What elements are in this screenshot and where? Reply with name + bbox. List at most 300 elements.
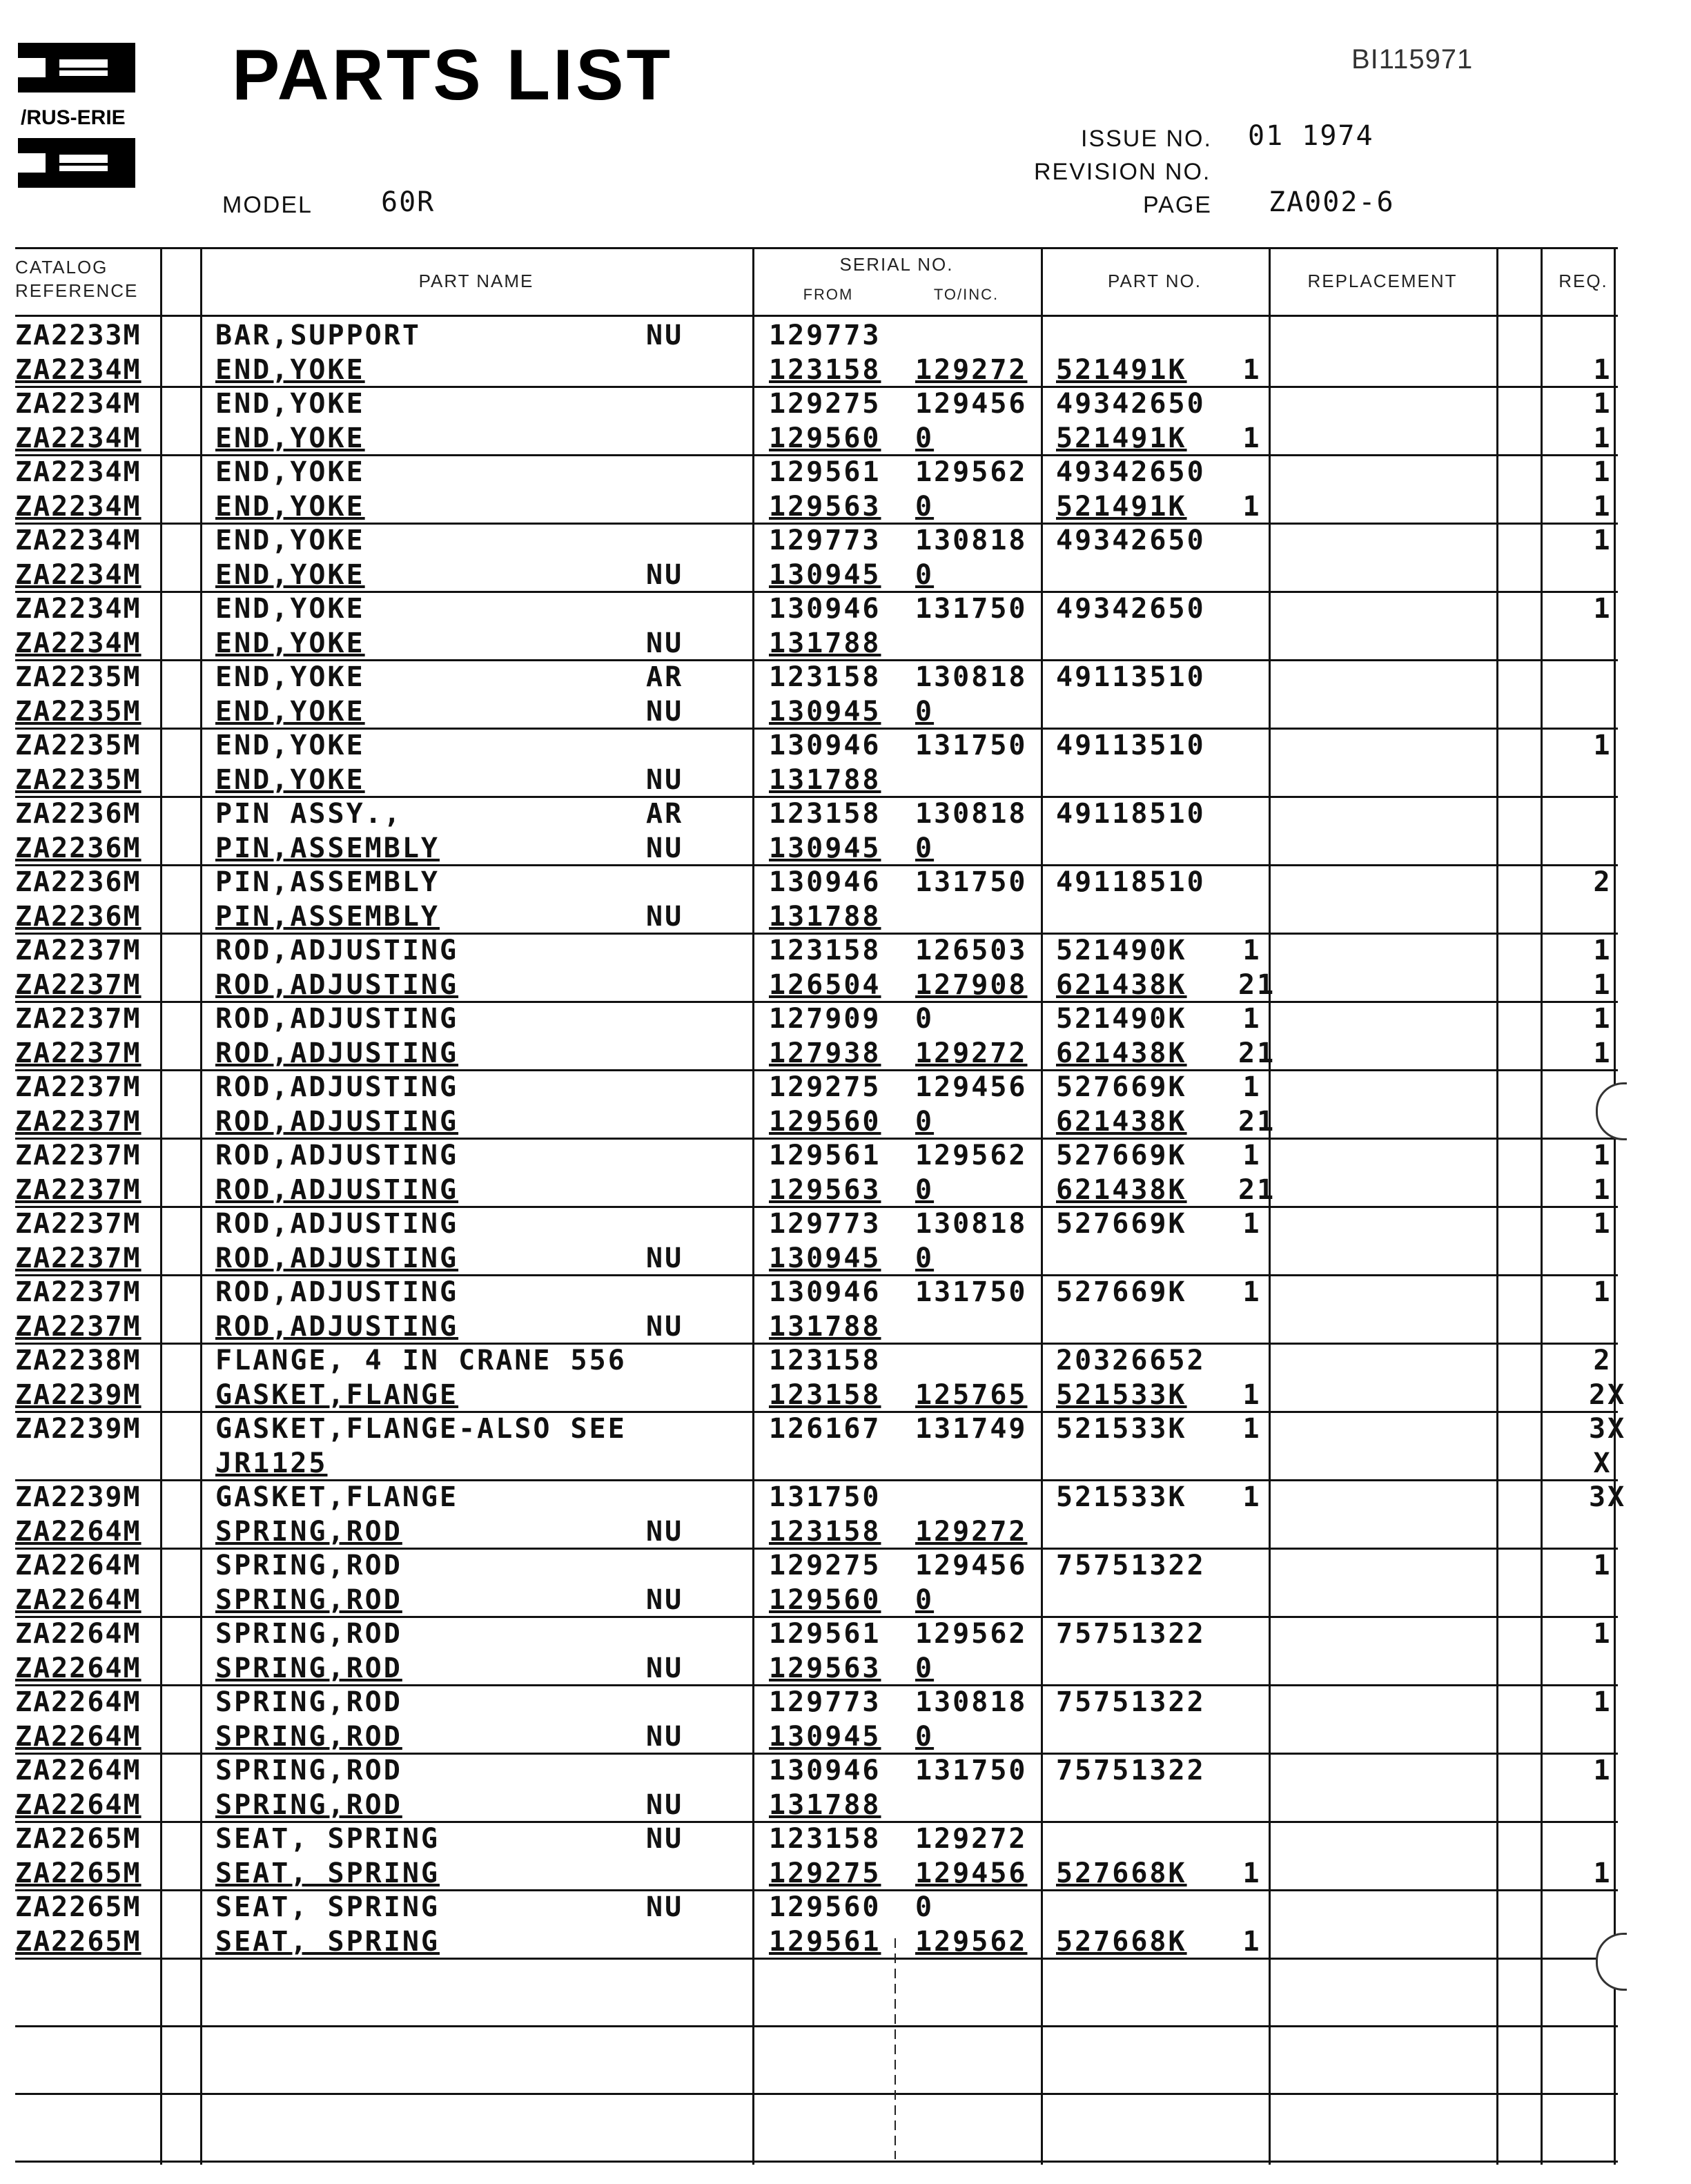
status-code-cell: NU	[646, 1515, 684, 1548]
serial-to-cell: 0	[915, 832, 935, 864]
part-name-cell: END,YOKE	[215, 627, 365, 659]
part-name-cell: ROD,ADJUSTING	[215, 1276, 459, 1308]
table-row	[0, 1071, 1622, 1104]
bucyrus-erie-logo	[18, 43, 142, 195]
required-qty-cell: 1	[1593, 1003, 1612, 1035]
catalog-ref-cell: ZA2237M	[15, 1140, 141, 1171]
serial-to-cell: 129562	[915, 1925, 1028, 1958]
table-row	[0, 1276, 1622, 1309]
table-row	[0, 1139, 1622, 1173]
serial-from-cell: 126504	[769, 968, 881, 1001]
serial-from-cell: 129560	[769, 1583, 881, 1616]
serial-from-cell: 123158	[769, 798, 881, 830]
serial-to-cell: 129562	[915, 1618, 1028, 1650]
table-row	[0, 934, 1622, 968]
part-name-cell: ROD,ADJUSTING	[215, 935, 459, 966]
part-number-cell: 521490K	[1056, 1003, 1187, 1035]
row-group-rule	[15, 1069, 1618, 1071]
catalog-ref-cell: ZA2264M	[15, 1652, 141, 1684]
serial-from-cell: 127909	[769, 1003, 881, 1035]
col-header-serial: SERIAL NO.	[839, 254, 954, 275]
quantity-code-cell: 1	[1242, 1003, 1262, 1035]
serial-from-cell: 131788	[769, 627, 881, 659]
part-name-cell: SPRING,ROD	[215, 1788, 402, 1821]
table-row	[0, 1378, 1627, 1412]
part-name-cell: SPRING,ROD	[215, 1720, 402, 1753]
serial-from-cell: 129561	[769, 1925, 881, 1958]
serial-from-cell: 129560	[769, 422, 881, 454]
catalog-ref-cell: ZA2236M	[15, 900, 141, 933]
svg-text:/RUS-ERIE: /RUS-ERIE	[21, 106, 126, 129]
catalog-ref-cell: ZA2236M	[15, 798, 141, 830]
part-name-cell: END,YOKE	[215, 763, 365, 796]
table-row	[0, 1173, 1622, 1207]
table-top-rule	[15, 247, 1618, 249]
status-code-cell: NU	[646, 1583, 684, 1616]
part-name-cell: END,YOKE	[215, 593, 365, 625]
part-number-cell: 527669K	[1056, 1071, 1187, 1103]
part-number-cell: 75751322	[1056, 1755, 1206, 1786]
table-row	[0, 1754, 1622, 1788]
part-name-cell: PIN ASSY.,	[215, 798, 402, 830]
row-group-rule	[15, 1001, 1618, 1003]
page-title: PARTS LIST	[232, 35, 673, 115]
catalog-ref-cell: ZA2264M	[15, 1515, 141, 1548]
status-code-cell: NU	[646, 627, 684, 659]
required-qty-cell: 1	[1593, 935, 1612, 966]
serial-from-cell: 129563	[769, 1173, 881, 1206]
table-row	[0, 729, 1622, 763]
catalog-ref-cell: ZA2236M	[15, 866, 141, 898]
required-qty-cell: 1	[1593, 490, 1612, 523]
required-qty-cell: 1	[1593, 1208, 1612, 1240]
catalog-ref-cell: ZA2235M	[15, 730, 141, 761]
required-qty-cell: 1	[1593, 1173, 1612, 1206]
status-code-cell: NU	[646, 1242, 684, 1274]
table-row	[0, 866, 1622, 899]
serial-to-cell: 130818	[915, 525, 1028, 556]
catalog-ref-cell: ZA2265M	[15, 1891, 141, 1923]
catalog-ref-cell: ZA2234M	[15, 593, 141, 625]
catalog-ref-cell: ZA2264M	[15, 1720, 141, 1753]
part-number-cell: 621438K	[1056, 1105, 1187, 1138]
empty-row-rule	[15, 2025, 1618, 2027]
part-name-cell: ROD,ADJUSTING	[215, 1071, 459, 1103]
serial-to-cell: 0	[915, 1891, 935, 1923]
part-name-cell: GASKET,FLANGE	[215, 1378, 459, 1411]
part-number-cell: 527669K	[1056, 1140, 1187, 1171]
col-header-to: TO/INC.	[933, 286, 999, 303]
status-code-cell: AR	[646, 661, 684, 693]
quantity-code-cell: 1	[1242, 1857, 1262, 1889]
page-label: PAGE	[1143, 192, 1212, 218]
part-name-cell: ROD,ADJUSTING	[215, 1208, 459, 1240]
serial-to-cell: 129272	[915, 1515, 1028, 1548]
catalog-ref-cell: ZA2264M	[15, 1583, 141, 1616]
table-row	[0, 1105, 1622, 1139]
serial-to-cell: 131749	[915, 1413, 1028, 1445]
quantity-code-cell: 21	[1238, 1105, 1276, 1138]
serial-from-cell: 123158	[769, 1515, 881, 1548]
serial-from-cell: 130946	[769, 1276, 881, 1308]
table-row	[0, 1891, 1622, 1924]
row-group-rule	[15, 1616, 1618, 1618]
serial-to-cell: 129562	[915, 1140, 1028, 1171]
serial-from-cell: 129561	[769, 456, 881, 488]
required-qty-cell: 1	[1593, 593, 1612, 625]
required-qty-cell: 1	[1593, 422, 1612, 454]
part-name-cell: END,YOKE	[215, 730, 365, 761]
part-number-cell: 521490K	[1056, 935, 1187, 966]
table-row	[0, 968, 1622, 1002]
required-qty-cell: 1	[1593, 730, 1612, 761]
status-code-cell: NU	[646, 558, 684, 591]
part-number-cell: 621438K	[1056, 968, 1187, 1001]
status-code-cell: NU	[646, 832, 684, 864]
status-code-cell: NU	[646, 1823, 684, 1855]
part-name-cell: JR1125	[215, 1447, 328, 1479]
part-number-cell: 49342650	[1056, 456, 1206, 488]
catalog-ref-cell: ZA2237M	[15, 1037, 141, 1069]
quantity-code-cell: 1	[1242, 1413, 1262, 1445]
table-row	[0, 1037, 1622, 1071]
catalog-ref-cell: ZA2265M	[15, 1823, 141, 1855]
table-row	[0, 1583, 1622, 1617]
table-row	[0, 1242, 1622, 1276]
table-row	[0, 1207, 1622, 1241]
row-group-rule	[15, 1821, 1618, 1823]
part-name-cell: BAR,SUPPORT	[215, 320, 421, 351]
serial-from-cell: 130946	[769, 593, 881, 625]
part-name-cell: END,YOKE	[215, 525, 365, 556]
part-name-cell: SEAT, SPRING	[215, 1925, 440, 1958]
serial-to-cell: 0	[915, 1583, 935, 1616]
table-row	[0, 1822, 1622, 1856]
table-row	[0, 1344, 1622, 1378]
serial-to-cell: 0	[915, 695, 935, 728]
table-row	[0, 1549, 1622, 1583]
part-number-cell: 49113510	[1056, 730, 1206, 761]
quantity-code-cell: 1	[1242, 1140, 1262, 1171]
catalog-ref-cell: ZA2237M	[15, 1071, 141, 1103]
row-group-rule	[15, 1684, 1618, 1686]
catalog-ref-cell: ZA2234M	[15, 353, 141, 386]
quantity-code-cell: 1	[1242, 422, 1262, 454]
serial-to-cell: 0	[915, 1173, 935, 1206]
status-code-cell: NU	[646, 1310, 684, 1343]
status-code-cell: NU	[646, 1891, 684, 1923]
empty-row-rule	[15, 2161, 1618, 2163]
catalog-ref-cell: ZA2234M	[15, 388, 141, 420]
serial-from-cell: 123158	[769, 353, 881, 386]
required-qty-cell: 1	[1593, 1755, 1612, 1786]
part-name-cell: PIN,ASSEMBLY	[215, 900, 440, 933]
col-header-replacement: REPLACEMENT	[1307, 271, 1458, 291]
quantity-code-cell: 1	[1242, 1378, 1262, 1411]
part-name-cell: PIN,ASSEMBLY	[215, 832, 440, 864]
part-name-cell: END,YOKE	[215, 388, 365, 420]
part-name-cell: END,YOKE	[215, 490, 365, 523]
required-qty-cell: X	[1593, 1447, 1612, 1479]
row-group-rule	[15, 386, 1618, 388]
serial-to-cell: 129272	[915, 353, 1028, 386]
part-number-cell: 527668K	[1056, 1925, 1187, 1958]
serial-from-cell: 123158	[769, 1823, 881, 1855]
table-row	[0, 1925, 1622, 1959]
serial-to-cell: 125765	[915, 1378, 1028, 1411]
part-number-cell: 621438K	[1056, 1173, 1187, 1206]
part-number-cell: 49118510	[1056, 866, 1206, 898]
serial-to-cell: 0	[915, 1003, 935, 1035]
required-qty-cell: 1	[1593, 1550, 1612, 1581]
row-group-rule	[15, 1274, 1618, 1276]
status-code-cell: NU	[646, 1788, 684, 1821]
catalog-ref-cell: ZA2239M	[15, 1413, 141, 1445]
serial-to-cell: 0	[915, 1242, 935, 1274]
status-code-cell: NU	[646, 763, 684, 796]
catalog-ref-cell: ZA2237M	[15, 935, 141, 966]
required-qty-cell: 1	[1593, 968, 1612, 1001]
table-row	[0, 627, 1622, 661]
serial-to-cell: 131750	[915, 866, 1028, 898]
required-qty-cell: 1	[1593, 1857, 1612, 1889]
row-group-rule	[15, 864, 1618, 866]
serial-from-cell: 123158	[769, 1345, 881, 1376]
part-number-cell: 49342650	[1056, 525, 1206, 556]
issue-value: 01 1974	[1248, 120, 1374, 152]
serial-from-cell: 129561	[769, 1618, 881, 1650]
col-header-part-no: PART NO.	[1108, 271, 1202, 291]
catalog-ref-cell: ZA2264M	[15, 1618, 141, 1650]
part-number-cell: 20326652	[1056, 1345, 1206, 1376]
serial-from-cell: 130945	[769, 832, 881, 864]
catalog-ref-cell: ZA2264M	[15, 1686, 141, 1718]
serial-to-cell: 0	[915, 1105, 935, 1138]
quantity-code-cell: 1	[1242, 1208, 1262, 1240]
serial-from-cell: 129275	[769, 1857, 881, 1889]
part-number-cell: 49113510	[1056, 661, 1206, 693]
required-qty-cell: 2	[1593, 866, 1612, 898]
required-qty-cell: 2	[1593, 1345, 1612, 1376]
serial-from-cell: 131788	[769, 900, 881, 933]
serial-from-cell: 129773	[769, 320, 881, 351]
issue-label: ISSUE NO.	[1081, 126, 1212, 152]
part-name-cell: ROD,ADJUSTING	[215, 1310, 459, 1343]
part-name-cell: ROD,ADJUSTING	[215, 1037, 459, 1069]
table-row	[0, 558, 1622, 592]
quantity-code-cell: 1	[1242, 490, 1262, 523]
part-name-cell: GASKET,FLANGE-ALSO SEE	[215, 1413, 627, 1445]
parts-table	[0, 247, 1627, 2165]
part-name-cell: END,YOKE	[215, 661, 365, 693]
part-name-cell: ROD,ADJUSTING	[215, 968, 459, 1001]
part-name-cell: END,YOKE	[215, 456, 365, 488]
part-name-cell: SPRING,ROD	[215, 1618, 402, 1650]
quantity-code-cell: 1	[1242, 353, 1262, 386]
col-header-catalog: CATALOG REFERENCE	[15, 257, 139, 301]
serial-from-cell: 131788	[769, 763, 881, 796]
serial-to-cell: 0	[915, 1652, 935, 1684]
serial-from-cell: 131750	[769, 1481, 881, 1513]
part-name-cell: END,YOKE	[215, 558, 365, 591]
empty-row-rule	[15, 2093, 1618, 2095]
required-qty-cell: 3X	[1589, 1413, 1627, 1445]
serial-to-cell: 130818	[915, 798, 1028, 830]
row-group-rule	[15, 1138, 1618, 1140]
table-row	[0, 797, 1622, 831]
serial-from-cell: 130945	[769, 1242, 881, 1274]
col-header-from: FROM	[803, 286, 854, 303]
catalog-ref-cell: ZA2235M	[15, 661, 141, 693]
part-name-cell: SEAT, SPRING	[215, 1891, 440, 1923]
serial-from-cell: 129560	[769, 1105, 881, 1138]
revision-label: REVISION NO.	[1034, 159, 1211, 185]
serial-to-cell: 130818	[915, 1208, 1028, 1240]
required-qty-cell: 1	[1593, 1037, 1612, 1069]
serial-from-cell: 130946	[769, 1755, 881, 1786]
catalog-ref-cell: ZA2237M	[15, 1003, 141, 1035]
serial-from-cell: 129275	[769, 388, 881, 420]
serial-to-cell: 131750	[915, 730, 1028, 761]
part-name-cell: SEAT, SPRING	[215, 1823, 440, 1855]
row-group-rule	[15, 1548, 1618, 1550]
part-name-cell: SPRING,ROD	[215, 1686, 402, 1718]
table-row	[0, 763, 1622, 797]
serial-from-cell: 129275	[769, 1071, 881, 1103]
required-qty-cell: 1	[1593, 1686, 1612, 1718]
required-qty-cell: 1	[1593, 456, 1612, 488]
row-group-rule	[15, 1479, 1618, 1481]
catalog-ref-cell: ZA2234M	[15, 422, 141, 454]
table-header-rule	[15, 315, 1618, 317]
serial-from-cell: 129563	[769, 490, 881, 523]
serial-from-cell: 129561	[769, 1140, 881, 1171]
part-number-cell: 75751322	[1056, 1686, 1206, 1718]
part-name-cell: SPRING,ROD	[215, 1652, 402, 1684]
catalog-ref-cell: ZA2234M	[15, 456, 141, 488]
row-group-rule	[15, 1411, 1618, 1413]
serial-from-cell: 131788	[769, 1788, 881, 1821]
required-qty-cell: 3X	[1589, 1481, 1627, 1513]
row-group-rule	[15, 1206, 1618, 1208]
table-row	[0, 1515, 1622, 1549]
table-row	[0, 422, 1622, 456]
catalog-ref-cell: ZA2238M	[15, 1345, 141, 1376]
model-value: 60R	[381, 186, 436, 218]
row-group-rule	[15, 1753, 1618, 1755]
table-row	[0, 1617, 1622, 1651]
table-row	[0, 1310, 1622, 1344]
serial-from-cell: 123158	[769, 935, 881, 966]
row-group-rule	[15, 523, 1618, 525]
required-qty-cell: 1	[1593, 1140, 1612, 1171]
serial-to-cell: 0	[915, 490, 935, 523]
table-row	[0, 524, 1622, 558]
part-name-cell: ROD,ADJUSTING	[215, 1105, 459, 1138]
table-row	[0, 1412, 1627, 1446]
table-row	[0, 592, 1622, 626]
required-qty-cell: 1	[1593, 1276, 1612, 1308]
catalog-ref-cell: ZA2237M	[15, 968, 141, 1001]
part-number-cell: 521533K	[1056, 1378, 1187, 1411]
catalog-ref-cell: ZA2239M	[15, 1378, 141, 1411]
part-name-cell: GASKET,FLANGE	[215, 1481, 459, 1513]
part-name-cell: SEAT, SPRING	[215, 1857, 440, 1889]
catalog-ref-cell: ZA2237M	[15, 1173, 141, 1206]
catalog-ref-cell: ZA2235M	[15, 695, 141, 728]
table-row	[0, 1481, 1627, 1514]
table-row	[0, 1447, 1622, 1481]
row-group-rule	[15, 1343, 1618, 1345]
table-row	[0, 456, 1622, 489]
catalog-ref-cell: ZA2233M	[15, 320, 141, 351]
row-group-rule	[15, 796, 1618, 798]
serial-from-cell: 129773	[769, 1686, 881, 1718]
serial-from-cell: 130946	[769, 866, 881, 898]
required-qty-cell: 1	[1593, 388, 1612, 420]
serial-from-cell: 123158	[769, 661, 881, 693]
part-number-cell: 521533K	[1056, 1413, 1187, 1445]
document-id: BI115971	[1351, 44, 1474, 75]
table-row	[0, 900, 1622, 934]
status-code-cell: NU	[646, 1720, 684, 1753]
status-code-cell: AR	[646, 798, 684, 830]
part-number-cell: 49342650	[1056, 388, 1206, 420]
catalog-ref-cell: ZA2234M	[15, 525, 141, 556]
part-name-cell: ROD,ADJUSTING	[215, 1003, 459, 1035]
row-group-rule	[15, 933, 1618, 935]
catalog-ref-cell: ZA2237M	[15, 1310, 141, 1343]
serial-to-cell: 129272	[915, 1037, 1028, 1069]
catalog-ref-cell: ZA2265M	[15, 1925, 141, 1958]
row-group-rule	[15, 591, 1618, 593]
table-row	[0, 319, 1622, 353]
table-row	[0, 490, 1622, 524]
catalog-ref-cell: ZA2234M	[15, 558, 141, 591]
serial-to-cell: 131750	[915, 1276, 1028, 1308]
part-name-cell: SPRING,ROD	[215, 1755, 402, 1786]
quantity-code-cell: 1	[1242, 1276, 1262, 1308]
catalog-ref-cell: ZA2235M	[15, 763, 141, 796]
page-value: ZA002-6	[1269, 186, 1395, 218]
quantity-code-cell: 21	[1238, 968, 1276, 1001]
part-name-cell: SPRING,ROD	[215, 1550, 402, 1581]
part-name-cell: PIN,ASSEMBLY	[215, 866, 440, 898]
serial-from-cell: 126167	[769, 1413, 881, 1445]
serial-to-cell: 0	[915, 422, 935, 454]
quantity-code-cell: 1	[1242, 1925, 1262, 1958]
part-number-cell: 49118510	[1056, 798, 1206, 830]
catalog-ref-cell: ZA2237M	[15, 1276, 141, 1308]
status-code-cell: NU	[646, 695, 684, 728]
part-name-cell: END,YOKE	[215, 695, 365, 728]
table-row	[0, 1652, 1622, 1686]
status-code-cell: NU	[646, 900, 684, 933]
serial-divider-dashed	[895, 1938, 896, 2159]
row-group-rule	[15, 1889, 1618, 1891]
status-code-cell: NU	[646, 1652, 684, 1684]
serial-from-cell: 130945	[769, 1720, 881, 1753]
part-number-cell: 521491K	[1056, 490, 1187, 523]
part-number-cell: 527669K	[1056, 1276, 1187, 1308]
quantity-code-cell: 1	[1242, 935, 1262, 966]
catalog-ref-cell: ZA2264M	[15, 1755, 141, 1786]
catalog-ref-cell: ZA2237M	[15, 1105, 141, 1138]
col-header-part-name: PART NAME	[418, 271, 534, 291]
part-name-cell: ROD,ADJUSTING	[215, 1140, 459, 1171]
part-number-cell: 521491K	[1056, 353, 1187, 386]
serial-to-cell: 129272	[915, 1823, 1028, 1855]
